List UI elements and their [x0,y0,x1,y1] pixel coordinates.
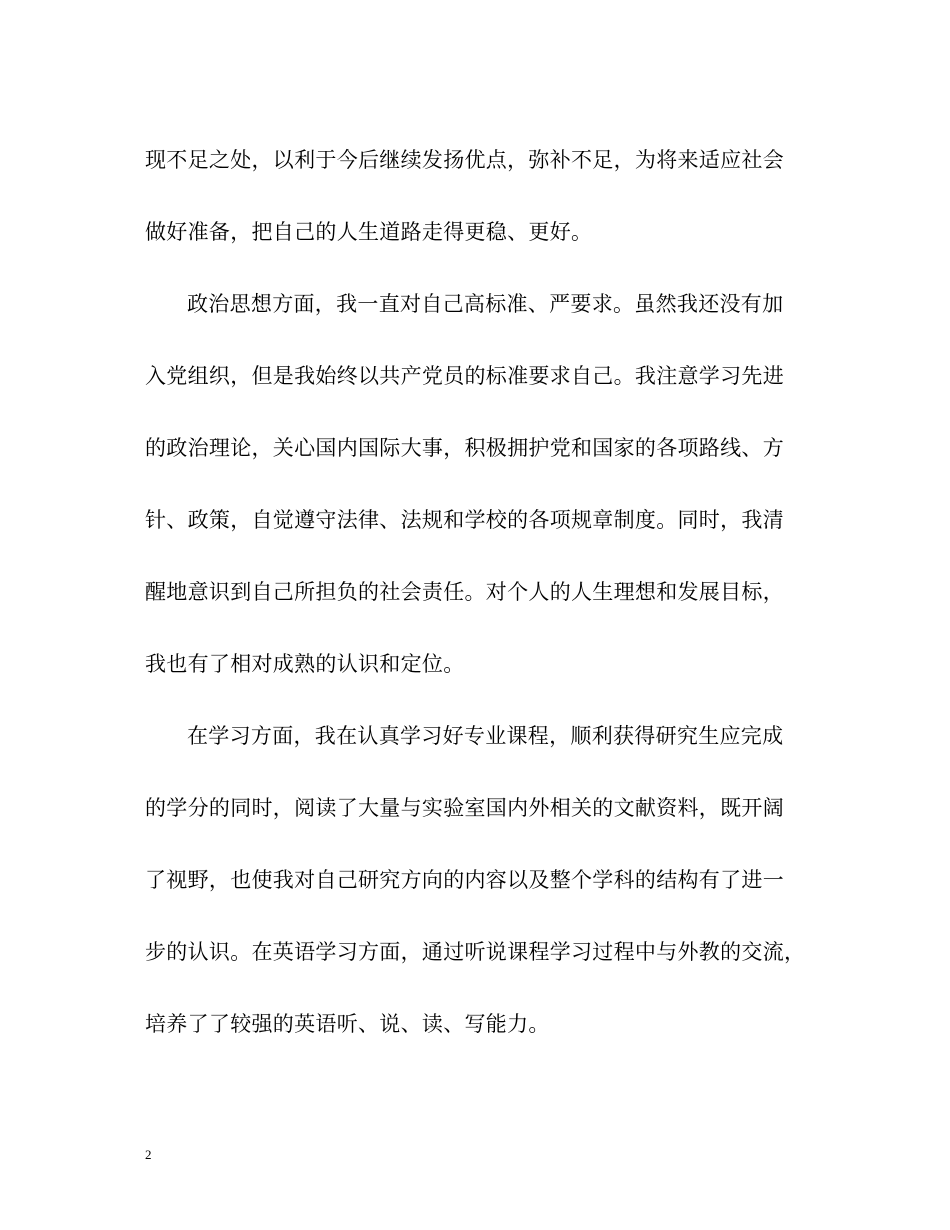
text-line: 的政治理论，关心国内国际大事，积极拥护党和国家的各项路线、方 [145,436,784,460]
text-line: 做好准备，把自己的人生道路走得更稳、更好。 [145,220,593,244]
text-line: 的学分的同时，阅读了大量与实验室国内外相关的文献资料，既开阔 [145,796,784,820]
paragraph-first-line: 在学习方面，我在认真学习好专业课程，顺利获得研究生应完成 [187,724,784,748]
text-line: 针、政策，自觉遵守法律、法规和学校的各项规章制度。同时，我清 [145,508,784,532]
page-number: 2 [145,1147,152,1162]
text-line: 现不足之处，以利于今后继续发扬优点，弥补不足，为将来适应社会 [145,148,784,172]
text-line: 了视野，也使我对自己研究方向的内容以及整个学科的结构有了进一 [145,868,784,892]
text-line: 我也有了相对成熟的认识和定位。 [145,652,465,676]
text-line: 入党组织，但是我始终以共产党员的标准要求自己。我注意学习先进 [145,364,784,388]
paragraph-first-line: 政治思想方面，我一直对自己高标准、严要求。虽然我还没有加 [187,292,784,316]
text-line: 培养了了较强的英语听、说、读、写能力。 [145,1012,550,1036]
text-line: 步的认识。在英语学习方面，通过听说课程学习过程中与外教的交流， [145,940,806,964]
text-line: 醒地意识到自己所担负的社会责任。对个人的人生理想和发展目标， [145,580,784,604]
